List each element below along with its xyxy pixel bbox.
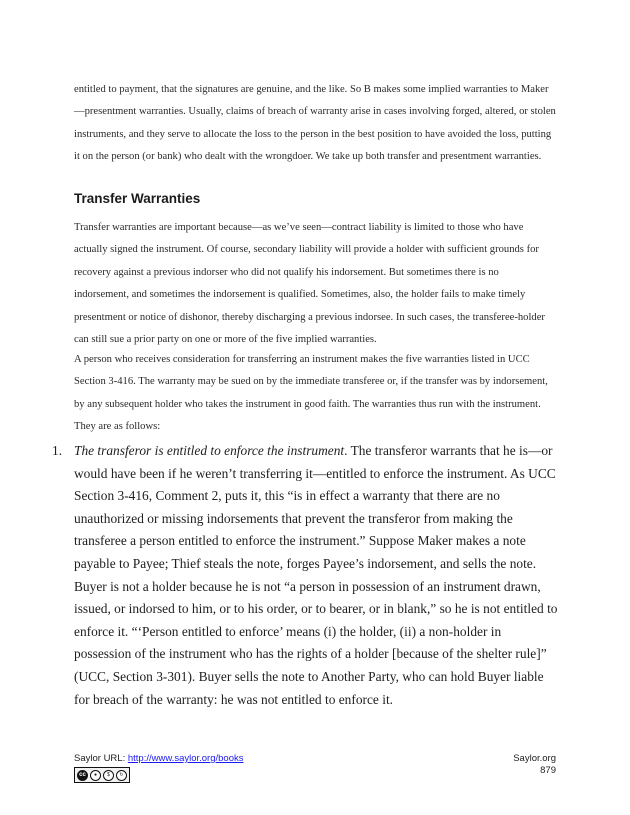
list-item-title: The transferor is entitled to enforce the instrument bbox=[74, 443, 345, 458]
paragraph-intro-text: entitled to payment, that the signatures are genuine, and the like. So B makes some implied warranties to Maker—presentment warranties. Usually, claims of breach of warranty arise in cases involving forged, altered, or stolen instruments, and they serve to allocate the loss to the person in the best position to have avoided the loss, putting it on the person (or bank) who dealt with the wrongdoer. We take up both transfer and presentment warranties. bbox=[74, 84, 556, 163]
paragraph-transfer-1 bbox=[74, 217, 556, 351]
footer-left bbox=[74, 753, 244, 783]
attribution-icon: ● bbox=[90, 770, 101, 781]
paragraph-transfer-1-text: Transfer warranties are important because—as we’ve seen—contract liability is limited to those who have actually signed the instrument. Of course, secondary liability will provide a holder with sufficient grounds for recovery against a previous indorser who did not qualify his indorsement. But sometimes there is no indorsement, and sometimes the indorsement is qualified. Sometimes, also, the holder fails to make timely presentment or notice of dishonor, thereby discharging a previous indorsee. In such cases, the transferee-holder can still sue a prior party on one or more of the five implied warranties. bbox=[74, 222, 545, 346]
list-item-number: 1. bbox=[52, 443, 63, 458]
paragraph-transfer-2 bbox=[74, 349, 556, 439]
footer-url-label: Saylor URL: bbox=[74, 753, 126, 764]
footer-site: Saylor.org bbox=[513, 753, 556, 764]
warranty-list bbox=[52, 440, 558, 711]
paragraph-transfer-2-text: A person who receives consideration for transferring an instrument makes the five warranties listed in UCC Section 3-416. The warranty may be sued on by the immediate transferee or, if the transfer was by indorsement, by any subsequent holder who takes the instrument in good faith. The warranties thus run with the instrument. They are as follows: bbox=[74, 354, 548, 433]
footer-url-link[interactable]: http://www.saylor.org/books bbox=[127, 753, 244, 764]
cc-logo-icon: cc bbox=[77, 770, 88, 781]
list-item-title-end: . bbox=[344, 443, 348, 458]
page-number: 879 bbox=[540, 765, 556, 776]
list-item bbox=[74, 440, 558, 711]
footer-right bbox=[513, 753, 556, 777]
sharealike-icon: ↻ bbox=[116, 770, 127, 781]
creative-commons-badge-icon bbox=[74, 767, 130, 783]
noncommercial-icon: $ bbox=[103, 770, 114, 781]
list-item-body: The transferor warrants that he is—or would have been if he weren’t transferring it—entitled to enforce the instrument. As UCC Section 3-416, Comment 2, puts it, this “is in effect a warranty that there are no unauthorized or missing indorsements that prevent the transferor from making the transferee a person entitled to enforce the instrument.” Suppose Maker makes a note payable to Payee; Thief steals the note, forges Payee’s indorsement, and sells the note. Buyer is not a holder because he is not “a person in possession of an instrument drawn, issued, or indorsed to him, or to his order, or to bearer, or in blank,” so he is not entitled to enforce it. “‘Person entitled to enforce’ means (i) the holder, (ii) a non-holder in possession of the instrument who has the rights of a holder [because of the shelter rule]” (UCC, Section 3-301). Buyer sells the note to Another Party, who can hold Buyer liable for breach of the warranty: he was not entitled to enforce it. bbox=[74, 443, 558, 707]
section-heading: Transfer Warranties bbox=[74, 191, 201, 206]
paragraph-intro bbox=[74, 79, 556, 169]
